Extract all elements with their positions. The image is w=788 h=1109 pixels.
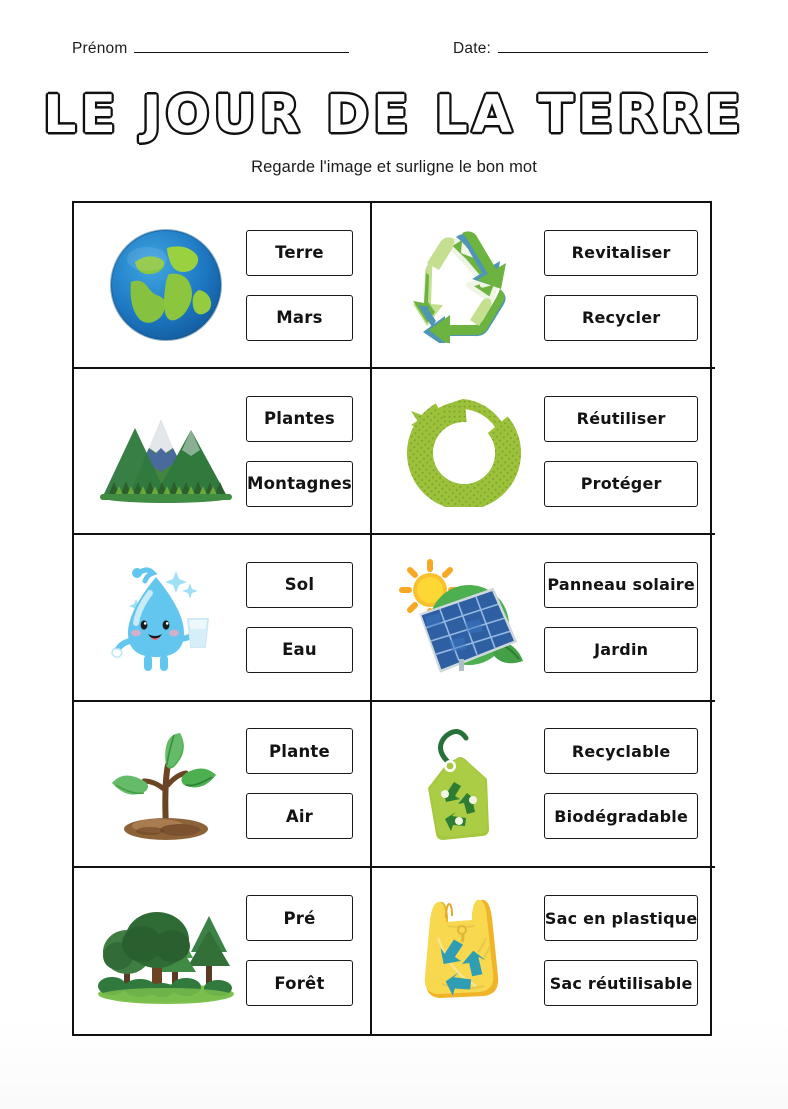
water-droplet-character-icon: [90, 553, 242, 681]
instructions-subtitle: Regarde l'image et surligne le bon mot: [251, 158, 537, 176]
reuse-circular-arrow-icon: [388, 387, 540, 515]
word-option[interactable]: Sac réutilisable: [544, 960, 698, 1006]
worksheet-cell: [74, 535, 372, 701]
forest-trees-icon: [90, 887, 242, 1015]
word-option[interactable]: Air: [246, 793, 353, 839]
recycle-tag-icon: [388, 720, 540, 848]
word-option[interactable]: Revitaliser: [544, 230, 698, 276]
worksheet-cell: [372, 203, 715, 369]
worksheet-cell: [372, 702, 715, 868]
word-choices: [242, 895, 370, 1006]
word-option[interactable]: Sac en plastique: [544, 895, 698, 941]
prenom-label: Prénom: [72, 40, 128, 57]
worksheet-cell: [74, 369, 372, 535]
word-choices: [540, 728, 715, 839]
word-choices: [540, 230, 715, 341]
worksheet-cell: [74, 702, 372, 868]
worksheet-grid: [72, 201, 712, 1036]
word-choices: [540, 562, 715, 673]
date-write-line[interactable]: [498, 40, 708, 53]
mountains-icon: [90, 387, 242, 515]
prenom-write-line[interactable]: [134, 40, 349, 53]
worksheet-cell: [372, 369, 715, 535]
earth-globe-icon: [90, 221, 242, 349]
word-choices: [540, 895, 715, 1006]
word-option[interactable]: Protéger: [544, 461, 698, 507]
page-title: LE JOUR DE LA TERRE: [43, 85, 745, 145]
word-option[interactable]: Recycler: [544, 295, 698, 341]
word-choices: [242, 728, 370, 839]
word-option[interactable]: Pré: [246, 895, 353, 941]
date-field-group: [453, 40, 708, 58]
worksheet-cell: [372, 535, 715, 701]
word-option[interactable]: Plante: [246, 728, 353, 774]
word-option[interactable]: Mars: [246, 295, 353, 341]
worksheet-cell: [74, 203, 372, 369]
word-option[interactable]: Eau: [246, 627, 353, 673]
word-option[interactable]: Plantes: [246, 396, 353, 442]
word-option[interactable]: Terre: [246, 230, 353, 276]
word-option[interactable]: Biodégradable: [544, 793, 698, 839]
title-container: [0, 86, 788, 144]
worksheet-cell: [372, 868, 715, 1034]
word-option[interactable]: Sol: [246, 562, 353, 608]
solar-panel-icon: [388, 553, 540, 681]
name-date-line: [0, 40, 788, 70]
word-choices: [540, 396, 715, 507]
word-choices: [242, 230, 370, 341]
recycle-arrows-icon: [388, 221, 540, 349]
word-option[interactable]: Montagnes: [246, 461, 353, 507]
worksheet-cell: [74, 868, 372, 1034]
plastic-bag-icon: [388, 887, 540, 1015]
word-choices: [242, 396, 370, 507]
date-label: Date:: [453, 40, 492, 57]
prenom-field-group: [72, 40, 349, 58]
word-option[interactable]: Réutiliser: [544, 396, 698, 442]
word-option[interactable]: Jardin: [544, 627, 698, 673]
word-option[interactable]: Panneau solaire: [544, 562, 698, 608]
word-option[interactable]: Recyclable: [544, 728, 698, 774]
seedling-plant-icon: [90, 720, 242, 848]
word-option[interactable]: Forêt: [246, 960, 353, 1006]
word-choices: [242, 562, 370, 673]
